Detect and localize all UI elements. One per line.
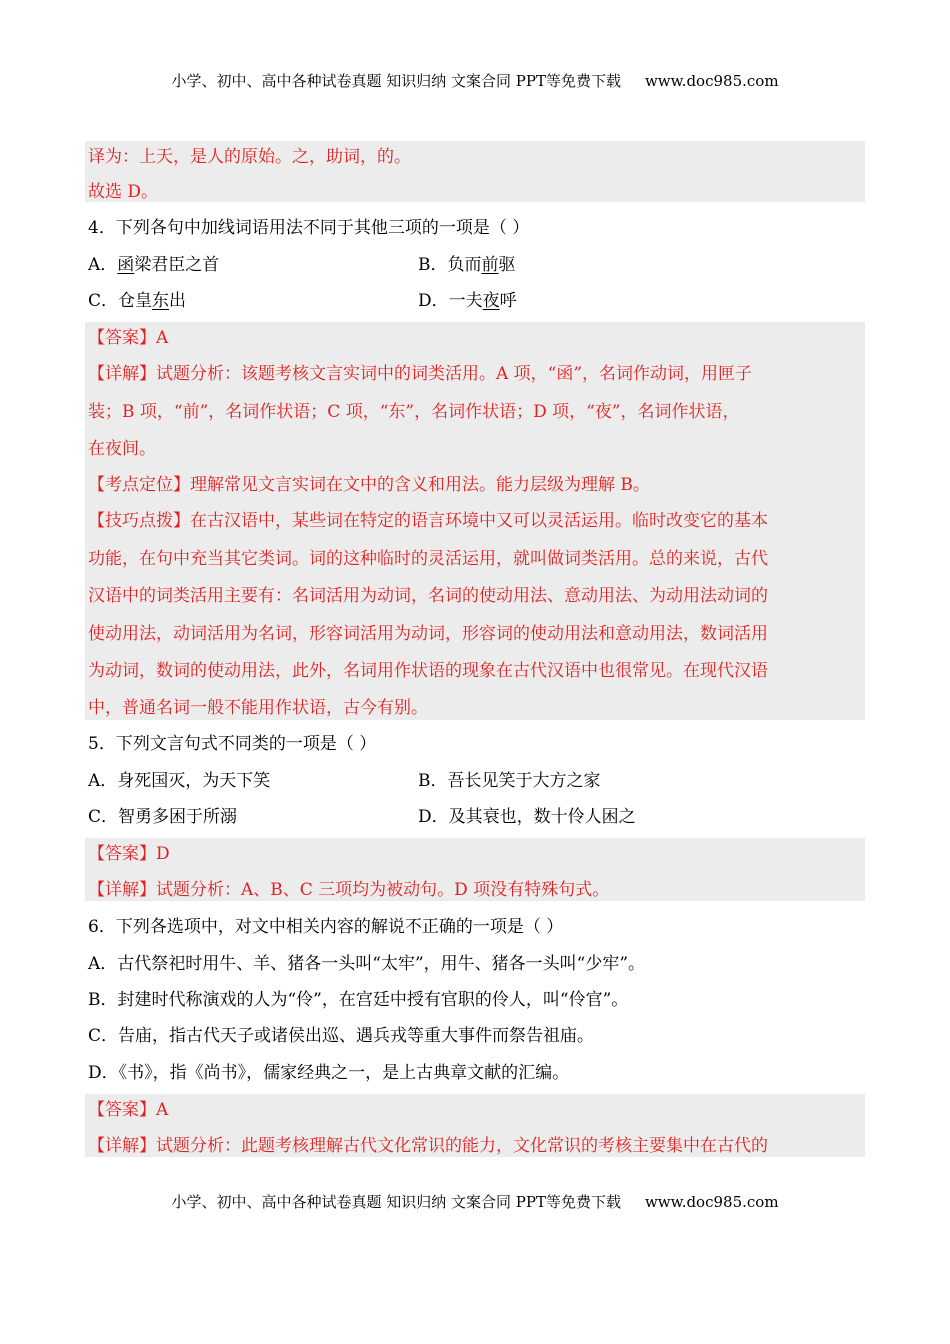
q6-stem: 6．下列各选项中，对文中相关内容的解说不正确的一项是（ ）: [88, 917, 564, 937]
q4-d-underlined: 夜: [482, 291, 500, 311]
prev-conclusion-line: 故选 D。: [88, 182, 159, 202]
q4-jiqiao-line: 为动词，数词的使动用法，此外，名词用作状语的现象在古代汉语中也很常见。在现代汉语: [88, 661, 768, 681]
q6-answer: 【答案】A: [88, 1100, 169, 1120]
footer-text: 小学、初中、高中各种试卷真题 知识归纳 文案合同 PPT等免费下载: [171, 1193, 621, 1211]
q5-detail: 【详解】试题分析：A、B、C 三项均为被动句。D 项没有特殊句式。: [88, 880, 610, 900]
q6-option-c: C．告庙，指古代天子或诸侯出巡、遇兵戎等重大事件而祭告祖庙。: [88, 1026, 595, 1046]
q4-jiqiao-line: 【技巧点拨】在古汉语中，某些词在特定的语言环境中又可以灵活运用。临时改变它的基本: [88, 511, 768, 531]
q4-detail-line: 【详解】试题分析：该题考核文言实词中的词类活用。A 项，“函”，名词作动词，用匣子: [88, 364, 753, 384]
page-footer: [0, 1191, 950, 1212]
q4-detail-line: 在夜间。: [88, 439, 156, 459]
header-url: www.doc985.com: [644, 72, 779, 90]
q4-detail-line: 装；B 项，“前”，名词作状语；C 项，“东”，名词作状语；D 项，“夜”，名词作状语，: [88, 402, 740, 422]
q6-option-d: D．《书》，指《尚书》，儒家经典之一，是上古典章文献的汇编。: [88, 1063, 570, 1083]
q4-b-underlined: 前: [481, 255, 499, 275]
q4-jiqiao-line: 使动用法，动词活用为名词，形容词活用为动词，形容词的使动用法和意动用法，数词活用: [88, 624, 768, 644]
footer-url: www.doc985.com: [644, 1193, 779, 1211]
q4-c-underlined: 东: [152, 291, 170, 311]
header-text: 小学、初中、高中各种试卷真题 知识归纳 文案合同 PPT等免费下载: [171, 72, 621, 90]
q5-option-d: D．及其衰也，数十伶人困之: [418, 807, 636, 827]
q4-option-d: D．一夫夜呼: [418, 291, 517, 311]
q5-option-a: A．身死国灭，为天下笑: [88, 771, 271, 791]
q5-stem: 5．下列文言句式不同类的一项是（ ）: [88, 734, 377, 754]
page-header: [0, 70, 950, 91]
q5-answer: 【答案】D: [88, 844, 170, 864]
q5-option-b: B．吾长见笑于大方之家: [418, 771, 601, 791]
q5-option-c: C．智勇多困于所溺: [88, 807, 238, 827]
q4-answer: 【答案】A: [88, 328, 169, 348]
q4-option-c: C．仓皇东出: [88, 291, 187, 311]
q4-kaodian: 【考点定位】理解常见文言实词在文中的含义和用法。能力层级为理解 B。: [88, 475, 650, 495]
q4-jiqiao-line: 功能，在句中充当其它类词。词的这种临时的灵活运用，就叫做词类活用。总的来说，古代: [88, 549, 768, 569]
q4-stem: 4．下列各句中加线词语用法不同于其他三项的一项是（ ）: [88, 218, 530, 238]
q4-jiqiao-line: 中，普通名词一般不能用作状语，古今有别。: [88, 698, 428, 718]
q4-option-b: B．负而前驱: [418, 255, 516, 275]
prev-explanation-line: 译为：上天，是人的原始。之，助词，的。: [88, 147, 411, 167]
q6-option-a: A．古代祭祀时用牛、羊、猪各一头叫“太牢”，用牛、猪各一头叫“少牢”。: [88, 954, 646, 974]
q6-detail: 【详解】试题分析：此题考核理解古代文化常识的能力，文化常识的考核主要集中在古代的: [88, 1136, 768, 1156]
q6-option-b: B．封建时代称演戏的人为“伶”，在宫廷中授有官职的伶人，叫“伶官”。: [88, 990, 629, 1010]
q4-option-a: A．函梁君臣之首: [88, 255, 220, 275]
q4-a-underlined: 函: [117, 255, 135, 275]
q4-jiqiao-line: 汉语中的词类活用主要有：名词活用为动词，名词的使动用法、意动用法、为动用法动词的: [88, 586, 768, 606]
